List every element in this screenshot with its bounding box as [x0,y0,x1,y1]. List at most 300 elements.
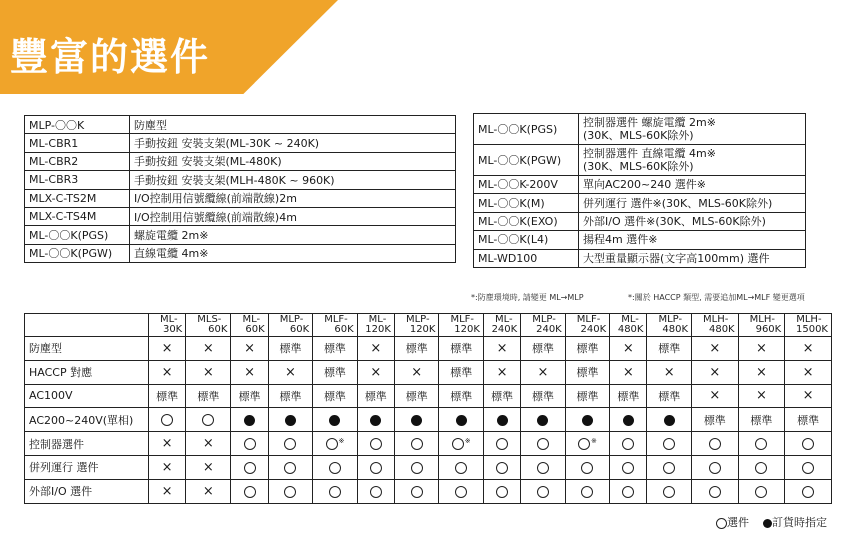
open-circle-icon [326,438,338,450]
option-description: 手動按鈕 安裝支架(MLH-480K ~ 960K) [130,171,456,189]
model-header [313,314,357,337]
comparison-cell [738,384,785,408]
comparison-cell [483,360,520,384]
not-available-mark: × [663,364,675,380]
comparison-cell [738,337,785,361]
open-circle-icon [411,438,423,450]
comparison-cell [313,384,357,408]
option-description-line: 控制器選件 直線電纜 4m※ [583,147,716,160]
not-available-mark: × [802,388,814,404]
comparison-cell [439,479,483,503]
comparison-cell [692,479,739,503]
model-capacity: 60K [208,324,228,335]
comparison-cell [313,360,357,384]
option-description: 直線電纜 4m※ [130,244,456,262]
standard-label: 標準 [450,366,473,380]
option-description: 手動按鈕 安裝支架(ML-30K ~ 240K) [130,134,456,152]
note-mark: ※ [338,437,345,446]
filled-circle-icon [497,415,508,426]
model-series: MLH- [703,314,729,325]
option-code: ML-〇〇K(M) [474,194,579,212]
not-available-mark: × [802,340,814,356]
not-available-mark: × [755,340,767,356]
standard-label: 標準 [405,389,428,403]
option-row [25,134,456,152]
comparison-row [25,432,832,456]
comparison-cell [610,384,647,408]
comparison-cell [268,455,313,479]
model-header [268,314,313,337]
open-circle-icon [802,486,814,498]
option-code: ML-CBR3 [25,171,130,189]
model-capacity: 60K [245,324,265,335]
standard-label: 標準 [197,389,220,403]
standard-label: 標準 [323,366,346,380]
comparison-cell [439,408,483,432]
open-circle-icon [244,438,256,450]
comparison-cell [647,384,692,408]
option-description [579,194,806,212]
comparison-cell [483,432,520,456]
option-row [25,152,456,170]
not-available-mark: × [496,340,508,356]
model-header [357,314,394,337]
filled-circle-icon [329,415,340,426]
option-row [474,176,806,194]
option-description-line: 大型重量顯示器(文字高100mm) 選件 [583,251,770,265]
open-circle-icon [755,462,767,474]
comparison-cell [231,384,268,408]
open-circle-icon [663,462,675,474]
not-available-mark: × [285,364,296,380]
option-row [474,145,806,176]
model-header [785,314,832,337]
standard-label: 標準 [531,389,554,403]
comparison-cell [692,408,739,432]
comparison-cell [231,479,268,503]
standard-label: 標準 [576,389,599,403]
model-header [149,314,186,337]
comparison-row [25,384,832,408]
comparison-cell [647,337,692,361]
open-circle-icon [496,462,508,474]
model-series: MLP- [658,314,683,325]
comparison-cell [186,408,231,432]
comparison-cell [149,360,186,384]
standard-label: 標準 [750,413,773,427]
standard-label: 標準 [450,389,473,403]
model-series: MLS- [197,314,222,325]
model-series: MLF- [450,314,475,325]
open-circle-icon [452,438,464,450]
standard-label: 標準 [531,342,554,356]
open-circle-icon [329,486,341,498]
comparison-cell [439,455,483,479]
comparison-cell [439,384,483,408]
not-available-mark: × [244,364,256,380]
comparison-cell [149,337,186,361]
model-capacity: 480K [708,324,735,335]
option-description: I/O控制用信號纜線(前端散線)4m [130,207,456,225]
comparison-cell [610,408,647,432]
option-row [474,231,806,249]
model-header [692,314,739,337]
open-circle-icon [802,438,814,450]
comparison-cell [785,479,832,503]
option-description-note: (30K、MLS-60K除外) [583,129,694,142]
filled-circle-icon [456,415,467,426]
option-row [25,244,456,262]
comparison-cell [738,479,785,503]
comparison-cell [186,384,231,408]
option-description-note: (30K、MLS-60K除外) [583,160,694,173]
comparison-cell [647,455,692,479]
not-available-mark: × [496,364,508,380]
option-code: ML-〇〇K(L4) [474,231,579,249]
comparison-cell [521,455,566,479]
not-available-mark: × [537,364,549,380]
legend [716,514,827,530]
table-corner [25,314,149,337]
comparison-cell [483,384,520,408]
model-header [738,314,785,337]
comparison-cell [149,455,186,479]
standard-label: 標準 [364,389,387,403]
comparison-cell [521,337,566,361]
comparison-cell [394,455,439,479]
model-header [439,314,483,337]
option-row [25,116,456,134]
option-code: ML-〇〇K(PGS) [474,114,579,145]
comparison-cell [268,479,313,503]
model-series: MLF- [324,314,348,325]
filled-circle-icon [285,415,296,426]
not-available-mark: × [161,483,173,499]
option-description [579,212,806,230]
comparison-cell [149,384,186,408]
comparison-row [25,408,832,432]
comparison-cell [521,432,566,456]
filled-circle-icon [623,415,634,426]
comparison-cell [394,384,439,408]
standard-label: 標準 [450,342,473,356]
comparison-row [25,455,832,479]
model-header [483,314,520,337]
open-circle-icon [537,462,549,474]
option-code: ML-〇〇K(PGW) [25,244,130,262]
not-available-mark: × [202,459,214,475]
model-capacity: 960K [755,324,782,335]
standard-label: 標準 [323,389,346,403]
model-capacity: 480K [617,324,644,335]
comparison-cell [483,337,520,361]
comparison-cell [231,432,268,456]
model-series: ML- [494,314,513,325]
standard-label: 標準 [703,413,726,427]
comparison-cell [565,432,609,456]
option-code: MLP-〇〇K [25,116,130,134]
standard-label: 標準 [323,342,346,356]
comparison-cell [565,337,609,361]
option-row [474,249,806,267]
comparison-cell [565,360,609,384]
comparison-cell [231,337,268,361]
comparison-cell [785,337,832,361]
open-circle-icon [284,486,296,498]
comparison-cell [394,408,439,432]
legend-option-label: 選件 [727,516,749,529]
open-circle-icon [202,414,214,426]
not-available-mark: × [622,364,634,380]
model-header [647,314,692,337]
comparison-row [25,360,832,384]
model-capacity: 120K [409,324,436,335]
model-header [565,314,609,337]
comparison-cell [785,384,832,408]
options-table-left [24,115,456,263]
comparison-cell [785,455,832,479]
open-circle-icon [709,438,721,450]
comparison-cell [738,408,785,432]
standard-label: 標準 [658,389,681,403]
option-row [474,194,806,212]
comparison-cell [268,337,313,361]
comparison-cell [268,360,313,384]
note-mark: ※ [591,437,597,446]
standard-label: 標準 [491,389,514,403]
comparison-cell [186,432,231,456]
not-available-mark: × [622,340,634,356]
comparison-cell [268,408,313,432]
comparison-cell [692,455,739,479]
open-circle-icon [716,518,727,529]
option-code: ML-〇〇K(PGW) [474,145,579,176]
comparison-cell [357,408,394,432]
model-series: ML- [368,314,387,325]
option-description [579,145,806,176]
not-available-mark: × [370,340,382,356]
open-circle-icon [709,462,721,474]
open-circle-icon [455,486,467,498]
comparison-cell [610,432,647,456]
open-circle-icon [622,438,634,450]
open-circle-icon [370,486,382,498]
comparison-cell [785,432,832,456]
comparison-cell [647,360,692,384]
model-series: MLP- [532,314,556,325]
comparison-cell [785,408,832,432]
comparison-cell [610,337,647,361]
option-row [474,212,806,230]
comparison-cell [738,360,785,384]
not-available-mark: × [202,364,214,380]
comparison-cell [268,384,313,408]
open-circle-icon [455,462,467,474]
option-row [25,226,456,244]
option-row [474,114,806,145]
comparison-cell [394,360,439,384]
standard-label: 標準 [576,366,599,380]
comparison-cell [313,432,357,456]
model-capacity: 1500K [795,324,828,335]
comparison-cell [565,455,609,479]
model-header [521,314,566,337]
feature-label: AC200~240V(單相) [25,408,149,432]
not-available-mark: × [709,364,721,380]
model-capacity: 30K [162,324,183,335]
model-capacity: 240K [536,324,562,335]
open-circle-icon [622,486,634,498]
standard-label: 標準 [238,389,261,403]
comparison-cell [692,337,739,361]
feature-label: 併列運行 選件 [25,455,149,479]
model-capacity: 120K [365,324,391,335]
comparison-row [25,479,832,503]
comparison-cell [231,408,268,432]
comparison-cell [647,432,692,456]
option-description: 螺旋電纜 2m※ [130,226,456,244]
comparison-cell [610,479,647,503]
option-description-line: 揚程4m 選件※ [583,233,658,247]
comparison-cell [357,479,394,503]
open-circle-icon [709,486,721,498]
comparison-cell [268,432,313,456]
standard-label: 標準 [617,389,640,403]
standard-label: 標準 [658,342,681,356]
open-circle-icon [161,414,173,426]
model-series: ML- [242,314,261,325]
option-code: MLX-C-TS4M [25,207,130,225]
model-series: MLP- [405,314,430,325]
comparison-cell [647,479,692,503]
model-comparison-table [24,313,832,504]
feature-label: AC100V [25,384,149,408]
standard-label: 標準 [279,342,302,356]
comparison-cell [231,360,268,384]
not-available-mark: × [802,364,814,380]
model-capacity: 120K [454,324,480,335]
comparison-cell [149,432,186,456]
open-circle-icon [284,462,296,474]
comparison-cell [647,408,692,432]
option-code: MLX-C-TS2M [25,189,130,207]
standard-label: 標準 [156,389,179,403]
option-code: ML-〇〇K-200V [474,176,579,194]
comparison-cell [357,384,394,408]
option-description [579,249,806,267]
standard-label: 標準 [405,342,428,356]
comparison-cell [186,455,231,479]
option-description-line: 單向AC200~240 選件※ [583,178,706,192]
not-available-mark: × [709,388,721,404]
model-capacity: 240K [580,324,607,335]
filled-circle-icon [582,415,593,426]
option-row [25,207,456,225]
open-circle-icon [370,438,382,450]
open-circle-icon [244,486,256,498]
feature-label: 外部I/O 選件 [25,479,149,503]
model-series: ML- [621,314,639,325]
comparison-cell [483,455,520,479]
open-circle-icon [284,438,296,450]
comparison-cell [692,360,739,384]
option-row [25,171,456,189]
open-circle-icon [622,462,634,474]
open-circle-icon [578,438,590,450]
comparison-cell [610,455,647,479]
standard-label: 標準 [797,413,820,427]
option-description-line: 控制器選件 螺旋電纜 2m※ [583,116,716,129]
option-code: ML-CBR2 [25,152,130,170]
comparison-cell [565,408,609,432]
open-circle-icon [663,438,675,450]
not-available-mark: × [370,364,382,380]
comparison-cell [394,479,439,503]
comparison-cell [521,360,566,384]
comparison-cell [521,408,566,432]
comparison-cell [394,432,439,456]
comparison-cell [149,408,186,432]
comparison-cell [357,432,394,456]
open-circle-icon [411,462,423,474]
option-description: 防塵型 [130,116,456,134]
open-circle-icon [581,486,593,498]
comparison-cell [357,360,394,384]
not-available-mark: × [161,364,173,380]
model-header [394,314,439,337]
open-circle-icon [496,486,508,498]
not-available-mark: × [755,364,767,380]
footnote-haccp: *:關於 HACCP 類型, 需要追加ML→MLF 變更選項 [628,293,805,302]
model-header [610,314,647,337]
comparison-cell [521,384,566,408]
model-capacity: 480K [662,324,689,335]
comparison-cell [186,479,231,503]
open-circle-icon [581,462,593,474]
filled-circle-icon [411,415,422,426]
comparison-cell [439,360,483,384]
open-circle-icon [370,462,382,474]
not-available-mark: × [161,436,173,452]
filled-circle-icon [763,519,772,528]
comparison-cell [610,360,647,384]
model-capacity: 60K [289,324,310,335]
model-header [186,314,231,337]
comparison-cell [231,455,268,479]
not-available-mark: × [411,364,423,380]
model-series: MLH- [796,314,822,325]
option-description-line: 外部I/O 選件※(30K、MLS-60K除外) [583,214,766,228]
option-description: 手動按鈕 安裝支架(ML-480K) [130,152,456,170]
comparison-cell [738,455,785,479]
comparison-cell [483,479,520,503]
not-available-mark: × [161,340,173,356]
comparison-cell [565,384,609,408]
model-capacity: 60K [334,324,354,335]
model-series: ML- [160,314,178,325]
option-code: ML-〇〇K(EXO) [474,212,579,230]
open-circle-icon [244,462,256,474]
comparison-cell [483,408,520,432]
feature-label: HACCP 對應 [25,360,149,384]
model-capacity: 240K [491,324,518,335]
comparison-cell [439,337,483,361]
comparison-cell [565,479,609,503]
comparison-cell [357,455,394,479]
standard-label: 標準 [279,389,302,403]
option-row [25,189,456,207]
open-circle-icon [755,486,767,498]
